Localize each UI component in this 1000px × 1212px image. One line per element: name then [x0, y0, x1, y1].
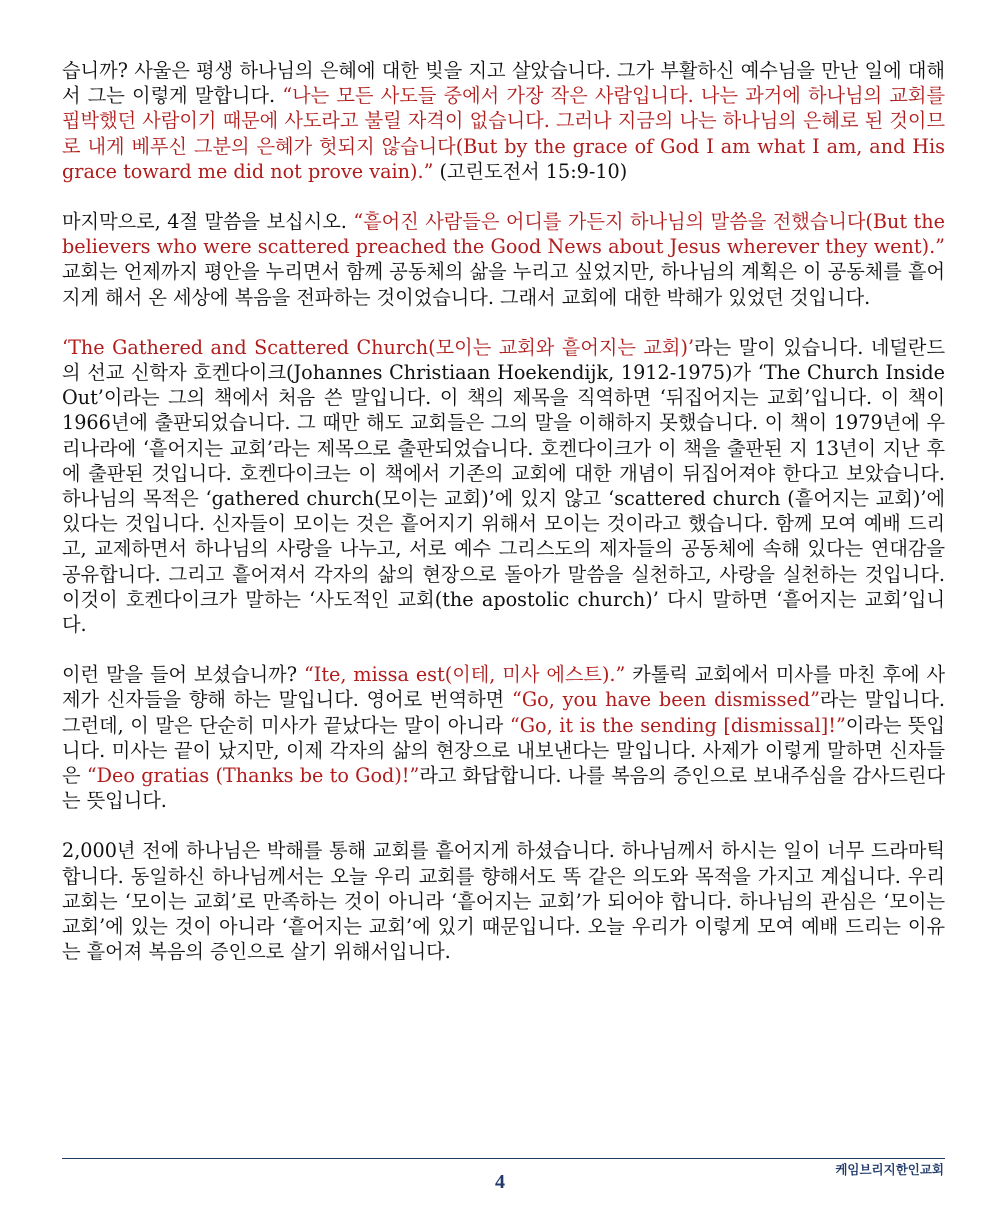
scripture-reference: (고린도전서 15:9-10) [433, 159, 628, 183]
page-number: 4 [495, 1171, 505, 1193]
paragraph [62, 662, 945, 813]
paragraph [62, 209, 945, 310]
body-text: 습니까? 사울은 평생 하나님의 은혜에 대한 빚을 지고 살았습니다. 그가 부활하신 예수님을 만난 일에 대해서 그는 이렇게 말합니다. [62, 59, 945, 108]
highlighted-phrase: “Deo gratias (Thanks be to God)!” [86, 764, 420, 788]
highlighted-phrase: “Go, you have been dismissed” [512, 688, 820, 712]
highlighted-phrase: ‘The Gathered and Scattered Church(모이는 교회와 흩어지는 교회)’ [62, 335, 695, 359]
paragraph [62, 58, 945, 184]
body-text: 라는 말이 있습니다. 네덜란드의 선교 신학자 호켄다이크(Johannes Christiaan Hoekendijk, 1912-1975)가 ‘The Church Inside Out’이라는 그의 책에서 처음 쓴 말입니다. 이 책의 제목을 직역하면 ‘뒤집어지는 교회’입니다. 이 책이 1966년에 출판되었습니다. 그 때만 해도 교회들은 그의 말을 이해하지 못했습니다. 이 책이 1979년에 우리나라에 ‘흩어지는 교회’라는 제목으로 출판되었습니다. 호켄다이크가 이 책을 출판된 지 13년이 지난 후에 출판된 것입니다. 호켄다이크는 이 책에서 기존의 교회에 대한 개념이 뒤집어져야 한다고 보았습니다. 하나님의 목적은 ‘gathered church(모이는 교회)’에 있지 않고 ‘scattered church (흩어지는 교회)’에 있다는 것입니다. 신자들이 모이는 것은 흩어지기 위해서 모이는 것이라고 했습니다. 함께 모여 예배 드리고, 교제하면서 하나님의 사랑을 나누고, 서로 예수 그리스도의 제자들의 공동체에 속해 있다는 연대감을 공유합니다. 그리고 흩어져서 각자의 삶의 현장으로 돌아가 말씀을 실천하고, 사랑을 실천하는 것입니다. 이것이 호켄다이크가 말하는 ‘사도적인 교회(the apostolic church)’ 다시 말하면 ‘흩어지는 교회’입니다. [62, 335, 945, 637]
body-text: 라는 말입니다. 그런데, 이 말은 단순히 미사가 끝났다는 말이 아니라 [62, 688, 945, 737]
paragraph [62, 838, 945, 964]
footer-divider [62, 1158, 945, 1159]
body-text: 이런 말을 들어 보셨습니까? [62, 663, 304, 687]
highlighted-phrase: “Go, it is the sending [dismissal]!” [509, 713, 846, 737]
body-text: 마지막으로, 4절 말씀을 보십시오. [62, 210, 354, 234]
body-text: 라고 화답합니다. 나를 복음의 증인으로 보내주심을 감사드린다는 뜻입니다. [62, 764, 946, 813]
highlighted-phrase: “Ite, missa est(이테, 미사 에스트).” [303, 663, 626, 687]
scripture-quote: “흩어진 사람들은 어디를 가든지 하나님의 말씀을 전했습니다(But the believers who were scattered preached the Good News about Jesus wherever they went).” [62, 210, 945, 259]
page-body [62, 58, 945, 990]
body-text: 2,000년 전에 하나님은 박해를 통해 교회를 흩어지게 하셨습니다. 하나님께서 하시는 일이 너무 드라마틱합니다. 동일하신 하나님께서는 오늘 우리 교회를 향해서도 똑 같은 의도와 목적을 가지고 계십니다. 우리 교회는 ‘모이는 교회’로 만족하는 것이 아니라 ‘흩어지는 교회’가 되어야 합니다. 하나님의 관심은 ‘모이는 교회’에 있는 것이 아니라 ‘흩어지는 교회’에 있기 때문입니다. 오늘 우리가 이렇게 모여 예배 드리는 이유는 흩어져 복음의 증인으로 살기 위해서입니다. [62, 839, 945, 964]
body-text: 교회는 언제까지 평안을 누리면서 함께 공동체의 삶을 누리고 싶었지만, 하나님의 계획은 이 공동체를 흩어지게 해서 온 세상에 복음을 전파하는 것이었습니다. 그래서 교회에 대한 박해가 있었던 것입니다. [62, 260, 945, 309]
church-name: 케임브리지한인교회 [835, 1162, 944, 1177]
body-text: 카톨릭 교회에서 미사를 마친 후에 사제가 신자들을 향해 하는 말입니다. 영어로 번역하면 [62, 663, 945, 712]
body-text: 이라는 뜻입니다. 미사는 끝이 났지만, 이제 각자의 삶의 현장으로 내보낸다는 말입니다. 사제가 이렇게 말하면 신자들은 [62, 713, 945, 788]
paragraph [62, 335, 945, 637]
scripture-quote: “나는 모든 사도들 중에서 가장 작은 사람입니다. 나는 과거에 하나님의 교회를 핍박했던 사람이기 때문에 사도라고 불릴 자격이 없습니다. 그러나 지금의 나는 하나님의 은혜로 된 것이므로 내게 베푸신 그분의 은혜가 헛되지 않습니다(But by the grace of God I am what I am, and His grace toward me did not prove vain).” [62, 84, 945, 183]
